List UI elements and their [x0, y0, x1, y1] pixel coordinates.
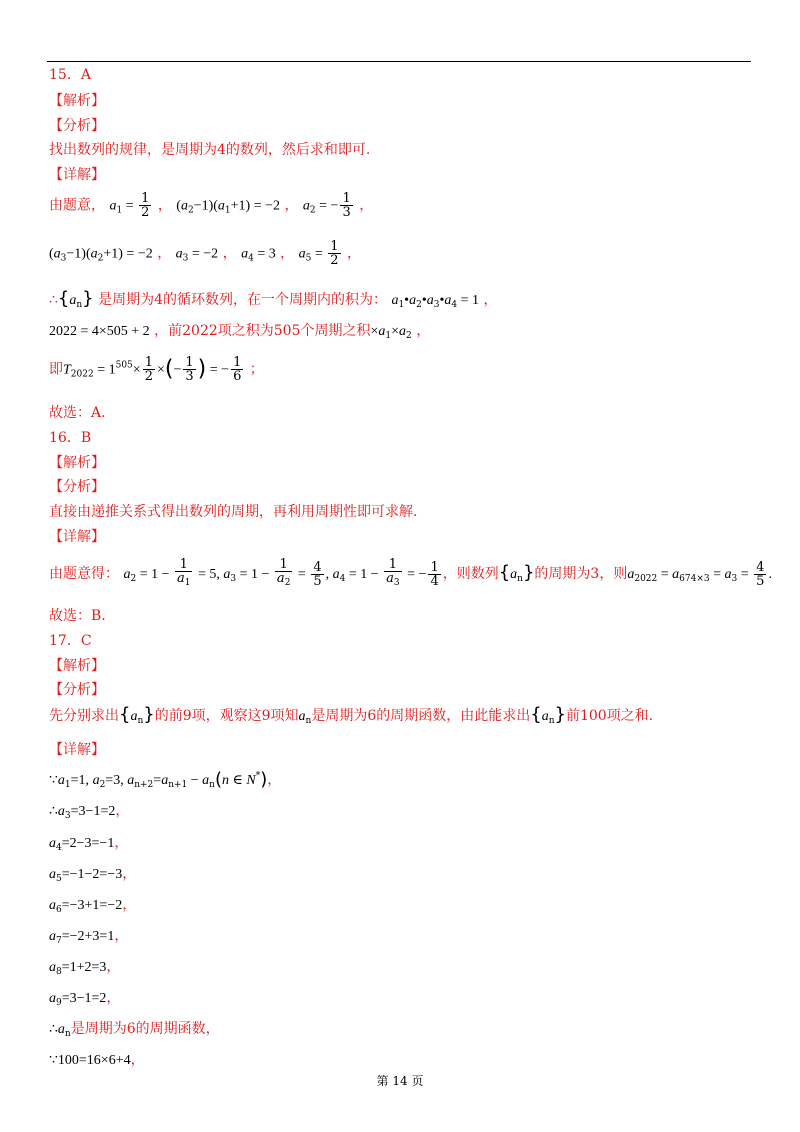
q17-fenxi: 【分析】 — [49, 682, 105, 698]
q15-fenxi-text: 找出数列的规律，是周期为4的数列，然后求和即可. — [49, 142, 371, 158]
q17-fenxi-text: 先分别求出$\{a_n\}$的前9项，观察这9项知$a_n$是周期为6的周期函数，由此能求出$\{a_n\}$前100项之和. — [49, 704, 654, 726]
q17-jiexi: 【解析】 — [49, 658, 105, 674]
q16-jiexi: 【解析】 — [49, 455, 105, 471]
q17-heading: 17．C — [49, 633, 92, 649]
q17-step-a9: $a_9=3-1=2$， — [49, 990, 121, 1008]
q15-line-5: 即$T_{2022} = 1^{505}\times$ $\frac{1}{2}$ ×(− $\frac{1}{3}$ ) = − $\frac{1}{6}$ ； — [49, 355, 264, 384]
q17-step-a8: $a_8=1+2=3$， — [49, 959, 121, 977]
q15-fenxi: 【分析】 — [49, 118, 105, 134]
q17-conclusion: $\therefore a_n$是周期为6的周期函数， — [49, 1021, 220, 1039]
q16-line-1: 由题意得： $a_2 = 1$ − $\frac{1}{a_1}$ = 5, $a_3 = 1$ − $\frac{1}{a_2}$ = $\frac{4}{5}$ , $a_4 = 1$ − $\frac{1}{a_3}$ = − $\frac{1}{4}$ ，则数列$\{a_n\}$的周期为3，则$a_{2022} = a_{674\times 3} = a_3$ = $\frac{4}{5}$ . — [49, 557, 772, 589]
q15-jiexi: 【解析】 — [49, 93, 105, 109]
q17-step-a3: $\therefore a_3=3-1=2$， — [49, 803, 130, 821]
q17-step-a7: $a_7=-2+3=1$， — [49, 928, 129, 946]
q17-step-given: $\because a_1=1$, $a_2=3$, $a_{n+2}=a_{n+1} - a_n(n$ ∈ N*)， — [49, 769, 282, 790]
q15-line-4: 2022 = 4×505 + 2 ，前2022项之积为505个周期之积$\times a_1\times a_2$ ， — [49, 323, 431, 341]
q17-step-100: ∵100=16×6+4， — [49, 1052, 145, 1068]
top-rule — [47, 61, 751, 62]
q16-xiangjie: 【详解】 — [49, 529, 105, 545]
q15-line-2: $(a_3-1)(a_2+1) = -2$ ， $a_3 = -2$ ， $a_4 = 3$ ， $a_5$ = $\frac{1}{2}$ ， — [49, 239, 361, 268]
q16-fenxi: 【分析】 — [49, 479, 105, 495]
q16-heading: 16．B — [49, 430, 92, 446]
q17-step-a5: $a_5=-1-2=-3$， — [49, 866, 137, 884]
q15-line-1: 由题意， $a_1$ = $\frac{1}{2}$ ， $(a_2-1)(a_1+1) = -2$ ， $a_2$ = − $\frac{1}{3}$ ， — [49, 191, 374, 220]
page-footer: 第 14 页 — [376, 1074, 424, 1088]
q17-xiangjie: 【详解】 — [49, 742, 105, 758]
q17-step-a6: $a_6=-3+1=-2$， — [49, 897, 137, 915]
q16-fenxi-text: 直接由递推关系式得出数列的周期，再利用周期性即可求解. — [49, 504, 418, 520]
q15-line-3: $\therefore\{a_n\}$ 是周期为4的循环数列，在一个周期内的积为： $a_1•a_2•a_3•a_4 = 1$ ， — [49, 288, 498, 310]
q17-step-a4: $a_4=2-3=-1$， — [49, 835, 129, 853]
q16-answer: 故选：B. — [49, 608, 106, 624]
q15-heading: 15．A — [49, 67, 91, 83]
q15-xiangjie: 【详解】 — [49, 167, 105, 183]
q15-answer: 故选：A. — [49, 405, 106, 421]
